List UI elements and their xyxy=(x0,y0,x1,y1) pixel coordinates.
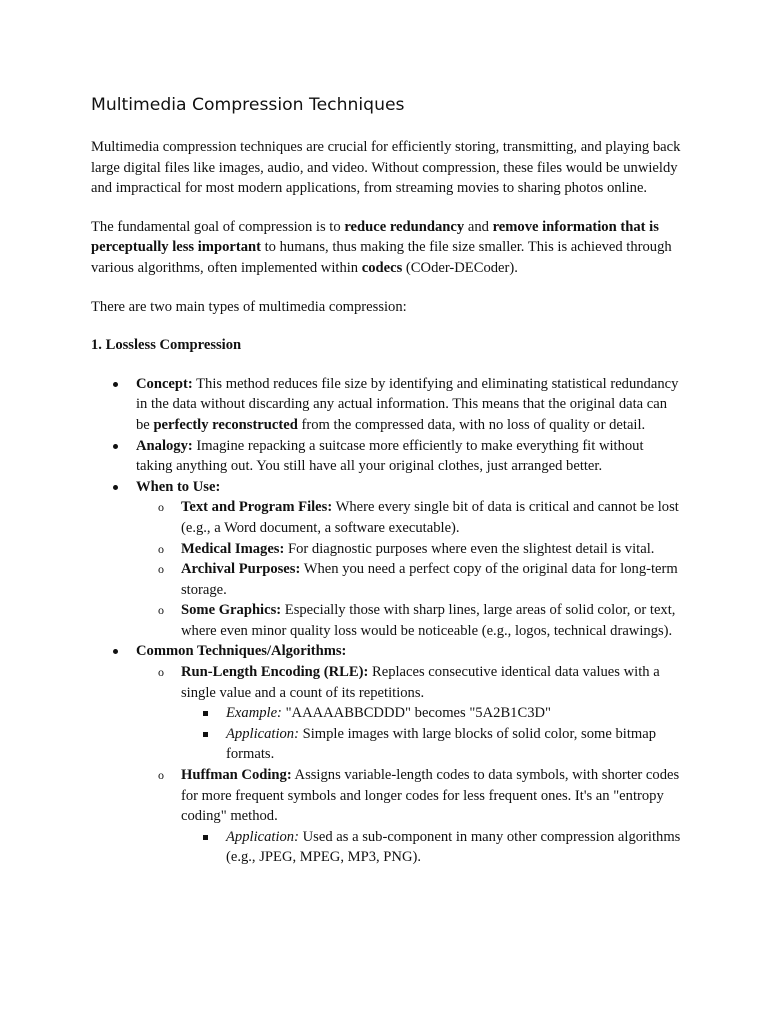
list-item-medical-images xyxy=(136,539,683,560)
list-item-some-graphics xyxy=(136,600,683,641)
list-item-huffman xyxy=(136,765,683,868)
types-paragraph: There are two main types of multimedia compression: xyxy=(91,298,407,315)
concept-bold: perfectly reconstructed xyxy=(153,416,298,433)
item-label: Archival Purposes: xyxy=(181,561,301,578)
document-content xyxy=(91,92,683,868)
when-to-use-list xyxy=(136,497,683,641)
rle-application-text: Simple images with large blocks of solid color, some bitmap formats. xyxy=(226,725,657,763)
huffman-text: Assigns variable-length codes to data symbols, with shorter codes for more frequent symbols and longer codes for less frequent ones. It's an "entropy coding" method. xyxy=(181,767,680,825)
goal-text-4: (COder-DECoder). xyxy=(402,259,518,276)
lossless-heading: 1. Lossless Compression xyxy=(91,337,242,354)
item-text: When you need a perfect copy of the original data for long-term storage. xyxy=(181,561,678,598)
goal-text-2: and xyxy=(464,218,493,235)
bullet-square-icon xyxy=(203,835,208,840)
bullet-circle-icon: o xyxy=(158,541,164,556)
list-item-when-to-use xyxy=(91,477,683,642)
list-item-rle-application xyxy=(181,724,683,765)
list-item-rle-example xyxy=(181,703,683,724)
concept-text-1: This method reduces file size by identifying and eliminating statistical redundancy in the data without discarding any actual information. This means that the original data can be xyxy=(136,375,679,433)
huffman-application-label: Application: xyxy=(226,828,299,845)
page-title: Multimedia Compression Techniques xyxy=(91,95,405,115)
list-item-concept xyxy=(91,374,683,436)
list-item-techniques xyxy=(91,641,683,868)
goal-paragraph xyxy=(91,217,683,279)
item-text: For diagnostic purposes where even the slightest detail is vital. xyxy=(284,540,655,557)
rle-text: Replaces consecutive identical data values with a single value and a count of its repetitions. xyxy=(181,664,660,701)
bullet-square-icon xyxy=(203,711,208,716)
bullet-disc-icon xyxy=(113,382,118,387)
bullet-circle-icon: o xyxy=(158,500,164,515)
huffman-sublist xyxy=(181,827,683,868)
bullet-disc-icon xyxy=(113,649,118,654)
techniques-label: Common Techniques/Algorithms: xyxy=(136,643,347,660)
bullet-square-icon xyxy=(203,732,208,737)
list-item-huffman-application xyxy=(181,827,683,868)
techniques-list xyxy=(136,662,683,868)
goal-bold-1: reduce redundancy xyxy=(344,218,465,235)
item-label: Some Graphics: xyxy=(181,602,282,619)
item-text: Where every single bit of data is critical and cannot be lost (e.g., a Word document, a software executable). xyxy=(181,499,679,536)
item-text: Especially those with sharp lines, large areas of solid color, or text, where even minor quality loss would be noticeable (e.g., logos, technical drawings). xyxy=(181,602,676,639)
huffman-application-text: Used as a sub-component in many other compression algorithms (e.g., JPEG, MPEG, MP3, PNG). xyxy=(226,828,681,866)
bullet-circle-icon: o xyxy=(158,768,164,783)
analogy-label: Analogy: xyxy=(136,437,193,454)
goal-bold-3: codecs xyxy=(361,259,403,276)
goal-text-1: The fundamental goal of compression is to xyxy=(91,218,345,235)
rle-sublist xyxy=(181,703,683,765)
bullet-disc-icon xyxy=(113,485,118,490)
list-item-analogy xyxy=(91,436,683,477)
list-item-archival xyxy=(136,559,683,600)
concept-label: Concept: xyxy=(136,375,193,392)
lossless-list xyxy=(91,374,683,868)
bullet-disc-icon xyxy=(113,444,118,449)
list-item-rle xyxy=(136,662,683,765)
item-label: Medical Images: xyxy=(181,540,285,557)
goal-bold-2: remove information that is perceptually less important xyxy=(91,218,659,256)
huffman-label: Huffman Coding: xyxy=(181,767,292,784)
intro-paragraph: Multimedia compression techniques are crucial for efficiently storing, transmitting, and playing back large digital files like images, audio, and video. Without compression, these files would be unwieldy and impractical for most modern applications, from streaming movies to sharing photos online. xyxy=(91,139,681,197)
bullet-circle-icon: o xyxy=(158,603,164,618)
item-label: Text and Program Files: xyxy=(181,499,333,516)
concept-text-2: from the compressed data, with no loss of quality or detail. xyxy=(297,416,646,433)
rle-application-label: Application: xyxy=(226,725,299,742)
rle-example-label: Example: xyxy=(226,705,282,722)
goal-text-3: to humans, thus making the file size smaller. This is achieved through various algorithms, often implemented within xyxy=(91,239,672,276)
rle-example-text: "AAAAABBCDDD" becomes "5A2B1C3D" xyxy=(281,705,552,722)
rle-label: Run-Length Encoding (RLE): xyxy=(181,664,369,681)
analogy-text: Imagine repacking a suitcase more efficiently to make everything fit without taking anything out. You still have all your original clothes, just arranged better. xyxy=(136,437,644,475)
list-item-text-files xyxy=(136,497,683,538)
when-to-use-label: When to Use: xyxy=(136,478,221,495)
bullet-circle-icon: o xyxy=(158,562,164,577)
bullet-circle-icon: o xyxy=(158,665,164,680)
